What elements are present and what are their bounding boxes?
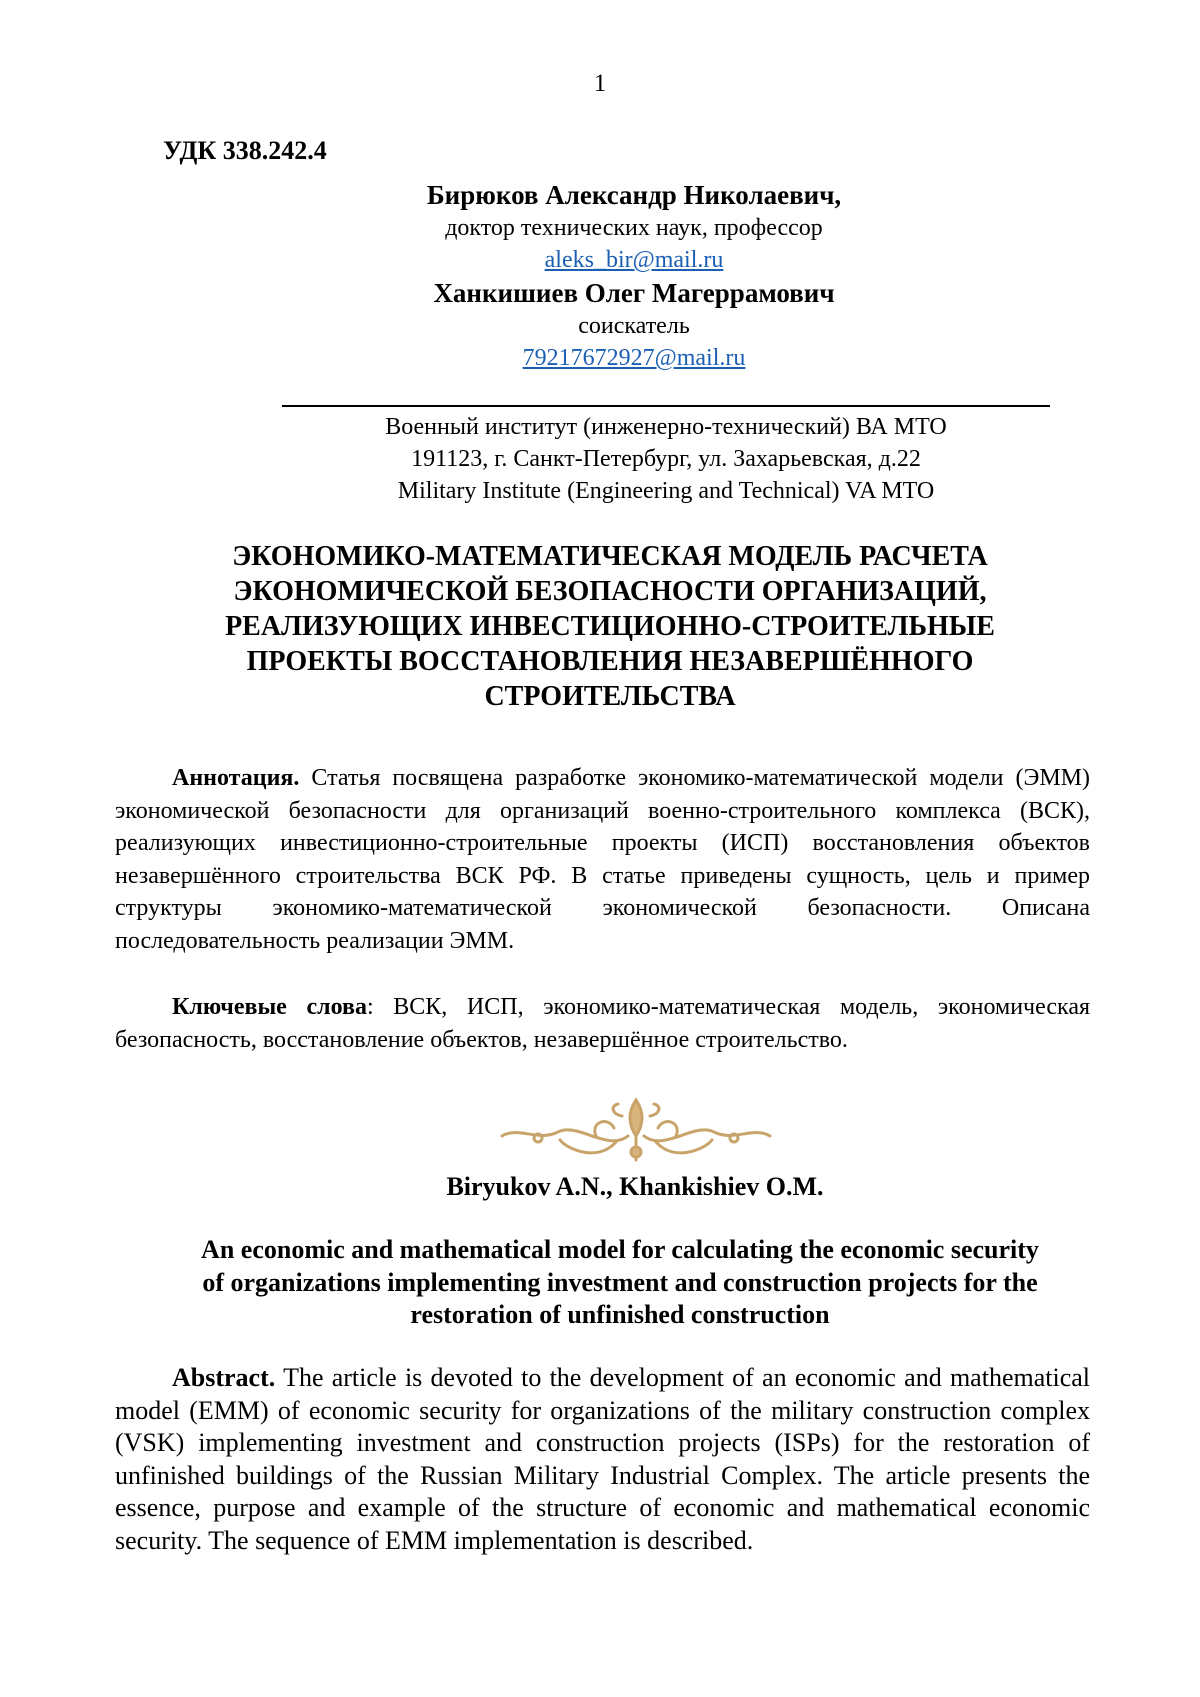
- title-ru-line: ПРОЕКТЫ ВОССТАНОВЛЕНИЯ НЕЗАВЕРШЁННОГО: [246, 646, 974, 677]
- author-degree-1: доктор технических наук, профессор: [445, 215, 823, 241]
- annotation-label: Аннотация.: [172, 765, 300, 791]
- title-en-line: An economic and mathematical model for calculating the economic security: [201, 1235, 1039, 1264]
- article-title-ru: [150, 539, 1070, 714]
- author-degree-2: соискатель: [578, 313, 690, 339]
- author-email-link-1[interactable]: aleks_bir@mail.ru: [544, 247, 724, 273]
- ornament-divider-icon: [498, 1092, 774, 1166]
- affiliation: [282, 411, 1050, 507]
- udk-code: УДК 338.242.4: [163, 136, 327, 165]
- keywords-text: : ВСК, ИСП, экономико-математическая модель, экономическая безопасность, восстановление объектов, незавершённое строительство.: [115, 994, 1091, 1053]
- page-number: 1: [593, 70, 607, 97]
- authors-en: Biryukov A.N., Khankishiev O.M.: [446, 1172, 824, 1201]
- annotation-text: Статья посвящена разработке экономико-математической модели (ЭММ) экономической безопасности для организаций военно-строительного комплекса (ВСК), реализующих инвестиционно-строительные проекты (ИСП) восстановления объектов незавершённого строительства ВСК РФ. В статье приведены сущность, цель и пример структуры экономико-математической экономической безопасности. Описана последовательность реализации ЭММ.: [115, 765, 1091, 954]
- abstract-text: The article is devoted to the development of an economic and mathematical model (EMM) of economic security for organizations of the military construction complex (VSK) implementing investment and construction projects (ISPs) for the restoration of unfinished buildings of the Russian Military Industrial Complex. The article presents the essence, purpose and example of the structure of economic and mathematical economic security. The sequence of EMM implementation is described.: [115, 1363, 1090, 1555]
- title-en-line: restoration of unfinished construction: [410, 1300, 830, 1329]
- article-title-en: [140, 1234, 1100, 1332]
- author-block: [296, 178, 972, 374]
- affiliation-institute: Военный институт (инженерно-технический) ВА МТО: [385, 414, 947, 440]
- abstract-label: Abstract.: [172, 1363, 276, 1392]
- affiliation-address: 191123, г. Санкт-Петербург, ул. Захарьевская, д.22: [411, 446, 921, 472]
- author-name-1: Бирюков Александр Николаевич,: [426, 180, 842, 210]
- author-name-2: Ханкишиев Олег Магеррамович: [433, 278, 835, 308]
- title-ru-line: ЭКОНОМИКО-МАТЕМАТИЧЕСКАЯ МОДЕЛЬ РАСЧЕТА: [232, 541, 988, 572]
- keywords-label: Ключевые слова: [172, 994, 367, 1020]
- title-en-line: of organizations implementing investment and construction projects for the: [202, 1267, 1038, 1297]
- abstract-paragraph: [115, 1362, 1090, 1557]
- affiliation-institute-en: Military Institute (Engineering and Technical) VA MTO: [397, 478, 935, 504]
- keywords-paragraph: [115, 991, 1090, 1056]
- annotation-paragraph: [115, 762, 1090, 958]
- affiliation-divider: [282, 405, 1050, 407]
- title-ru-line: РЕАЛИЗУЮЩИХ ИНВЕСТИЦИОННО-СТРОИТЕЛЬНЫЕ: [225, 611, 995, 642]
- author-email-link-2[interactable]: 79217672927@mail.ru: [522, 345, 746, 371]
- title-ru-line: СТРОИТЕЛЬСТВА: [484, 681, 736, 712]
- title-ru-line: ЭКОНОМИЧЕСКОЙ БЕЗОПАСНОСТИ ОРГАНИЗАЦИЙ,: [233, 576, 987, 607]
